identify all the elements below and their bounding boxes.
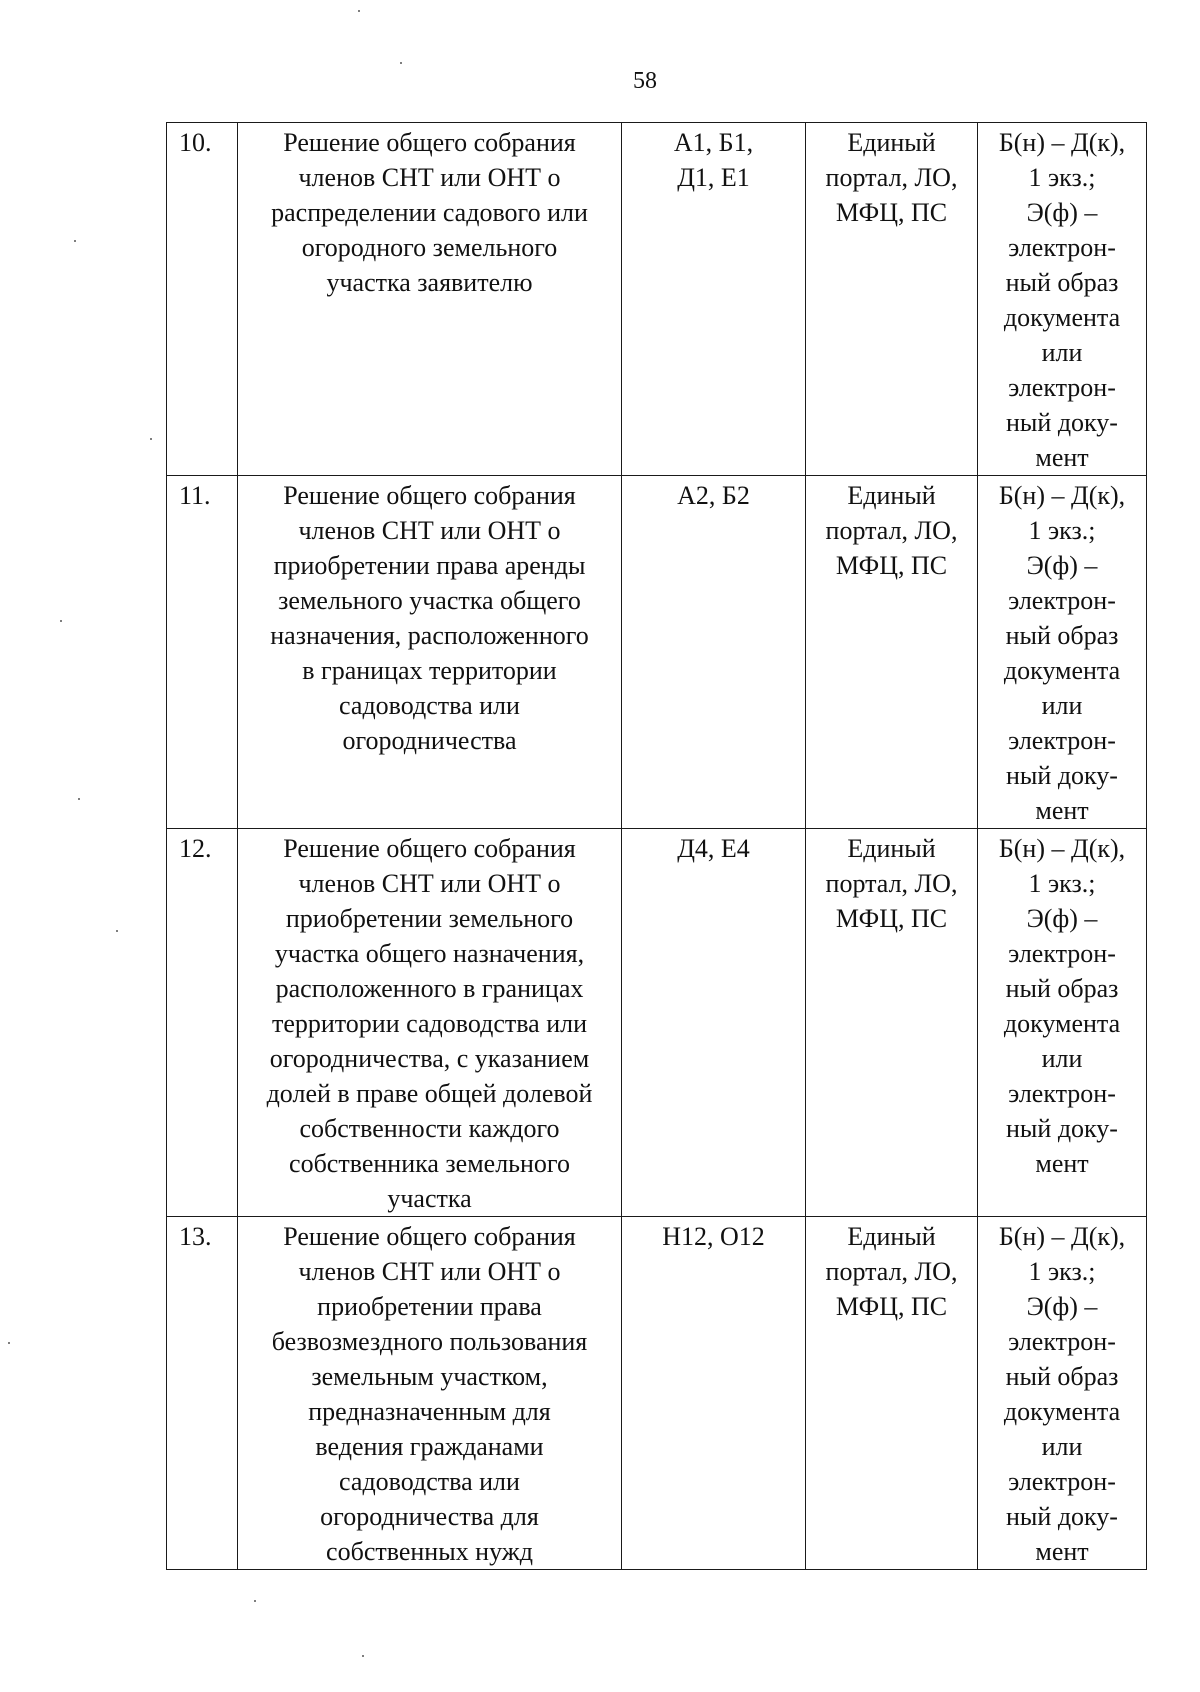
cell-line: Решение общего собрания bbox=[283, 1222, 576, 1251]
document-form bbox=[978, 829, 1147, 1217]
cell-line: ведения гражданами bbox=[315, 1432, 544, 1461]
applicant-codes bbox=[622, 476, 806, 829]
table-row bbox=[167, 829, 1147, 1217]
cell-line: мент bbox=[1035, 443, 1089, 472]
scan-speck bbox=[400, 62, 402, 64]
cell-line: портал, ЛО, bbox=[825, 1257, 958, 1286]
cell-line: Решение общего собрания bbox=[283, 834, 576, 863]
cell-line: приобретении земельного bbox=[285, 904, 574, 933]
cell-line: в границах территории bbox=[302, 656, 557, 685]
cell-line: членов СНТ или ОНТ о bbox=[298, 163, 561, 192]
cell-line: документа bbox=[1003, 303, 1121, 332]
cell-line: огородного земельного bbox=[301, 233, 558, 262]
cell-line: членов СНТ или ОНТ о bbox=[298, 516, 561, 545]
table-row bbox=[167, 476, 1147, 829]
cell-line: земельным участком, bbox=[311, 1362, 548, 1391]
cell-line: Н12, О12 bbox=[662, 1222, 765, 1251]
cell-line: огородничества, с указанием bbox=[269, 1044, 590, 1073]
scan-speck bbox=[74, 240, 76, 242]
cell-line: электрон- bbox=[1008, 1079, 1116, 1108]
cell-line: приобретении права аренды bbox=[273, 551, 586, 580]
cell-line: собственника земельного bbox=[289, 1149, 570, 1178]
cell-line: или bbox=[1041, 691, 1083, 720]
cell-line: расположенного в границах bbox=[275, 974, 584, 1003]
cell-line: Решение общего собрания bbox=[283, 128, 576, 157]
scan-speck bbox=[116, 930, 118, 932]
cell-line: электрон- bbox=[1008, 1327, 1116, 1356]
cell-line: 1 экз.; bbox=[1028, 516, 1096, 545]
cell-line: Единый bbox=[847, 834, 936, 863]
row-number: 13. bbox=[167, 1217, 238, 1570]
cell-line: ный доку- bbox=[1006, 1502, 1118, 1531]
cell-line: документа bbox=[1003, 1397, 1121, 1426]
cell-line: А1, Б1, bbox=[673, 128, 754, 157]
cell-line: портал, ЛО, bbox=[825, 869, 958, 898]
cell-line: участка заявителю bbox=[326, 268, 533, 297]
cell-line: мент bbox=[1035, 1537, 1089, 1566]
cell-line: ный образ bbox=[1005, 621, 1119, 650]
cell-line: огородничества bbox=[342, 726, 517, 755]
documents-table bbox=[166, 122, 1147, 1570]
applicant-codes bbox=[622, 123, 806, 476]
cell-line: ный доку- bbox=[1006, 761, 1118, 790]
cell-line: или bbox=[1041, 338, 1083, 367]
cell-line: ный доку- bbox=[1006, 408, 1118, 437]
cell-line: ный образ bbox=[1005, 1362, 1119, 1391]
cell-line: мент bbox=[1035, 1149, 1089, 1178]
scan-speck bbox=[60, 620, 62, 622]
cell-line: собственности каждого bbox=[299, 1114, 560, 1143]
scan-speck bbox=[78, 798, 80, 800]
cell-line: электрон- bbox=[1008, 726, 1116, 755]
cell-line: или bbox=[1041, 1044, 1083, 1073]
cell-line: электрон- bbox=[1008, 1467, 1116, 1496]
cell-line: садоводства или bbox=[339, 1467, 520, 1496]
cell-line: территории садоводства или bbox=[271, 1009, 588, 1038]
cell-line: Единый bbox=[847, 128, 936, 157]
cell-line: участка bbox=[387, 1184, 472, 1213]
row-number: 11. bbox=[167, 476, 238, 829]
row-number: 10. bbox=[167, 123, 238, 476]
submission-channels bbox=[806, 1217, 978, 1570]
cell-line: электрон- bbox=[1008, 939, 1116, 968]
cell-line: садоводства или bbox=[339, 691, 520, 720]
document-description bbox=[238, 123, 622, 476]
cell-line: 1 экз.; bbox=[1028, 869, 1096, 898]
cell-line: Б(н) – Д(к), bbox=[998, 834, 1126, 863]
cell-line: МФЦ, ПС bbox=[835, 198, 948, 227]
cell-line: огородничества для bbox=[320, 1502, 539, 1531]
cell-line: электрон- bbox=[1008, 233, 1116, 262]
document-description bbox=[238, 476, 622, 829]
cell-line: Э(ф) – bbox=[1026, 551, 1098, 580]
applicant-codes bbox=[622, 1217, 806, 1570]
cell-line: электрон- bbox=[1008, 373, 1116, 402]
cell-line: членов СНТ или ОНТ о bbox=[298, 869, 561, 898]
scan-speck bbox=[362, 1655, 364, 1657]
cell-line: собственных нужд bbox=[326, 1537, 533, 1566]
submission-channels bbox=[806, 476, 978, 829]
cell-line: МФЦ, ПС bbox=[835, 1292, 948, 1321]
cell-line: Д1, Е1 bbox=[677, 163, 750, 192]
document-description bbox=[238, 1217, 622, 1570]
page-number: 58 bbox=[633, 68, 657, 94]
document-description bbox=[238, 829, 622, 1217]
cell-line: ный доку- bbox=[1006, 1114, 1118, 1143]
document-form bbox=[978, 1217, 1147, 1570]
cell-line: Э(ф) – bbox=[1026, 198, 1098, 227]
document-form bbox=[978, 123, 1147, 476]
cell-line: 1 экз.; bbox=[1028, 1257, 1096, 1286]
cell-line: документа bbox=[1003, 1009, 1121, 1038]
cell-line: 1 экз.; bbox=[1028, 163, 1096, 192]
scan-speck bbox=[358, 10, 360, 12]
cell-line: ный образ bbox=[1005, 268, 1119, 297]
cell-line: А2, Б2 bbox=[677, 481, 750, 510]
applicant-codes bbox=[622, 829, 806, 1217]
cell-line: Единый bbox=[847, 481, 936, 510]
cell-line: предназначенным для bbox=[308, 1397, 551, 1426]
cell-line: земельного участка общего bbox=[278, 586, 581, 615]
document-form bbox=[978, 476, 1147, 829]
submission-channels bbox=[806, 829, 978, 1217]
cell-line: документа bbox=[1003, 656, 1121, 685]
cell-line: участка общего назначения, bbox=[274, 939, 585, 968]
row-number: 12. bbox=[167, 829, 238, 1217]
cell-line: Э(ф) – bbox=[1026, 904, 1098, 933]
cell-line: долей в праве общей долевой bbox=[266, 1079, 593, 1108]
cell-line: портал, ЛО, bbox=[825, 516, 958, 545]
submission-channels bbox=[806, 123, 978, 476]
cell-line: распределении садового или bbox=[271, 198, 588, 227]
cell-line: Д4, Е4 bbox=[677, 834, 750, 863]
cell-line: или bbox=[1041, 1432, 1083, 1461]
cell-line: назначения, расположенного bbox=[270, 621, 589, 650]
cell-line: ный образ bbox=[1005, 974, 1119, 1003]
cell-line: приобретении права bbox=[317, 1292, 542, 1321]
cell-line: Решение общего собрания bbox=[283, 481, 576, 510]
cell-line: безвозмездного пользования bbox=[271, 1327, 588, 1356]
cell-line: МФЦ, ПС bbox=[835, 904, 948, 933]
cell-line: Б(н) – Д(к), bbox=[998, 1222, 1126, 1251]
cell-line: Э(ф) – bbox=[1026, 1292, 1098, 1321]
scan-speck bbox=[8, 1342, 10, 1344]
cell-line: Единый bbox=[847, 1222, 936, 1251]
scan-speck bbox=[254, 1600, 256, 1602]
cell-line: Б(н) – Д(к), bbox=[998, 481, 1126, 510]
table-row bbox=[167, 123, 1147, 476]
table-row bbox=[167, 1217, 1147, 1570]
scan-speck bbox=[150, 438, 152, 440]
cell-line: членов СНТ или ОНТ о bbox=[298, 1257, 561, 1286]
cell-line: портал, ЛО, bbox=[825, 163, 958, 192]
cell-line: МФЦ, ПС bbox=[835, 551, 948, 580]
cell-line: Б(н) – Д(к), bbox=[998, 128, 1126, 157]
cell-line: электрон- bbox=[1008, 586, 1116, 615]
cell-line: мент bbox=[1035, 796, 1089, 825]
